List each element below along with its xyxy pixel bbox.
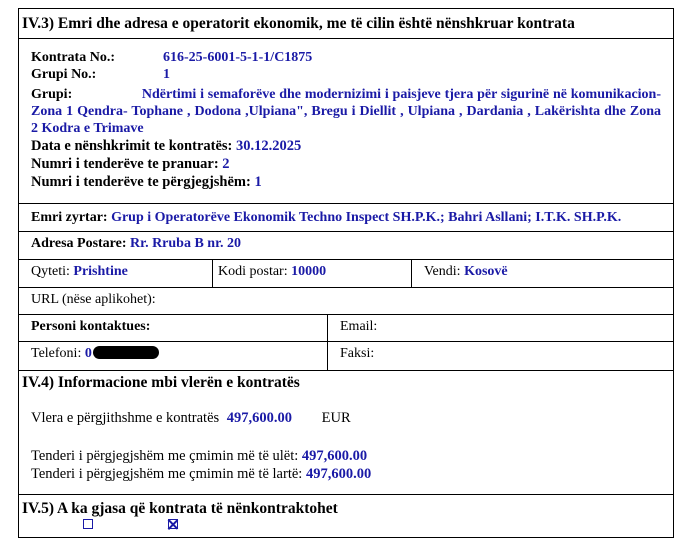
divider — [411, 259, 412, 287]
divider — [18, 203, 674, 204]
official-name-value: Grup i Operatorëve Ekonomik Techno Inspect SH.P.K.; Bahri Asllani; I.T.K. SH.P.K. — [111, 210, 622, 225]
official-name-label: Emri zyrtar: — [31, 210, 108, 225]
lowest-tender-label: Tenderi i përgjegjshëm me çmimin më të ulët: — [31, 448, 299, 464]
country-value: Kosovë — [464, 264, 508, 279]
group-label: Grupi: — [31, 87, 73, 102]
currency: EUR — [321, 410, 351, 426]
highest-tender-value: 497,600.00 — [305, 466, 372, 482]
tenders-received-value: 2 — [222, 156, 230, 172]
divider — [18, 341, 674, 342]
contract-no-label: Kontrata No.: — [31, 50, 115, 65]
tenders-responsive-label: Numri i tenderëve te përgjegjshëm: — [31, 174, 251, 190]
lowest-tender-value: 497,600.00 — [301, 448, 368, 464]
divider — [18, 370, 674, 371]
email-label: Email: — [340, 319, 378, 334]
total-value: 497,600.00 — [226, 410, 293, 426]
tenders-responsive-row — [31, 174, 262, 191]
lowest-tender-row — [31, 448, 367, 465]
phone-row — [31, 346, 159, 362]
postal-address-value: Rr. Rruba B nr. 20 — [130, 236, 242, 251]
postal-address-row — [31, 236, 241, 252]
divider — [18, 494, 674, 495]
tenders-received-label: Numri i tenderëve te pranuar: — [31, 156, 219, 172]
sign-date-row — [31, 138, 301, 155]
section-iv5-title: IV.5) A ka gjasa që kontrata të nënkontraktohet — [22, 500, 338, 517]
divider — [18, 38, 674, 39]
divider — [18, 314, 674, 315]
total-value-label: Vlera e përgjithshme e kontratës — [31, 410, 220, 426]
postal-code-label: Kodi postar: — [218, 264, 288, 279]
city-row — [31, 264, 128, 280]
postal-code-value: 10000 — [291, 264, 327, 279]
phone-value: 0 — [84, 346, 92, 361]
url-label: URL (nëse aplikohet): — [31, 292, 156, 307]
city-value: Prishtine — [73, 264, 128, 279]
country-label: Vendi: — [424, 264, 461, 279]
country-row — [424, 264, 508, 280]
group-no-label: Grupi No.: — [31, 67, 97, 82]
tenders-responsive-value: 1 — [254, 174, 262, 190]
divider — [327, 314, 328, 370]
total-value-row — [31, 410, 351, 427]
postal-code-row — [218, 264, 326, 280]
sign-date-value: 30.12.2025 — [236, 138, 302, 154]
divider — [212, 259, 213, 287]
contract-no-value: 616-25-6001-5-1-1/C1875 — [163, 50, 313, 65]
redaction-mark — [93, 346, 159, 359]
fax-label: Faksi: — [340, 346, 375, 361]
sign-date-label: Data e nënshkrimit te kontratës: — [31, 138, 233, 154]
group-no-value: 1 — [163, 67, 170, 82]
section-iv3-title: IV.3) Emri dhe adresa e operatorit ekonomik, me të cilin është nënshkruar kontrata — [22, 15, 575, 32]
group-value: Ndërtimi i semaforëve dhe modernizimi i paisjeve tjera për sigurinë në komunikacion- Zona 1 Qendra- Tophane , Dodona ,Ulpiana", Bregu i Diellit , Ulpiana , Dardania , Lakërishta dhe Zona 2 Kodra e Trimave — [31, 87, 662, 136]
official-name-row — [31, 210, 621, 226]
group-description — [31, 86, 661, 137]
divider — [18, 259, 674, 260]
section-iv4-title: IV.4) Informacione mbi vlerën e kontratës — [22, 374, 300, 391]
tenders-received-row — [31, 156, 230, 173]
contact-person-label: Personi kontaktues: — [31, 319, 151, 334]
highest-tender-row — [31, 466, 371, 483]
divider — [18, 287, 674, 288]
city-label: Qyteti: — [31, 264, 70, 279]
divider — [18, 231, 674, 232]
phone-label: Telefoni: — [31, 346, 82, 361]
highest-tender-label: Tenderi i përgjegjshëm me çmimin më të lartë: — [31, 466, 303, 482]
postal-address-label: Adresa Postare: — [31, 236, 127, 251]
